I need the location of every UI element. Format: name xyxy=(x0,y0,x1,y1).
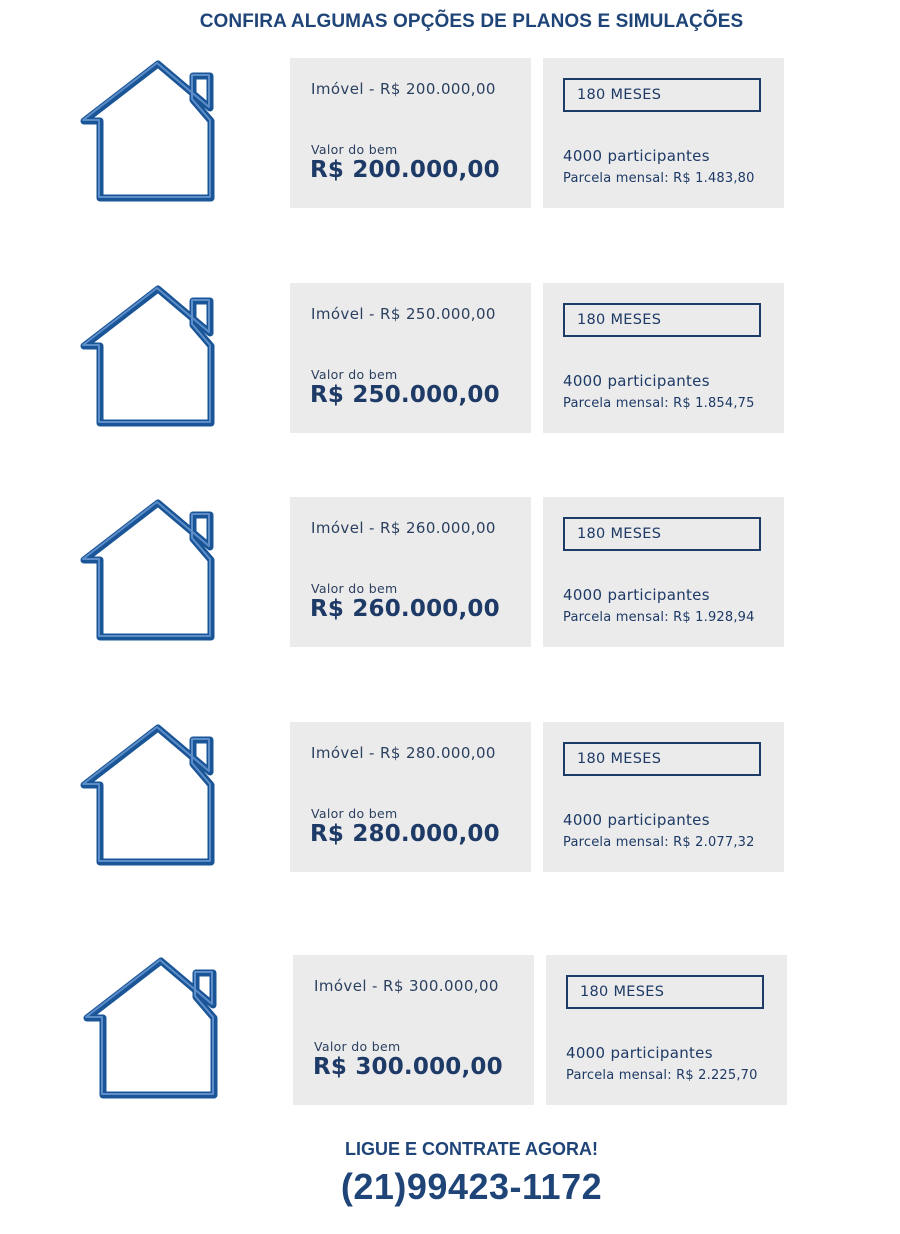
plan-name: Imóvel - R$ 280.000,00 xyxy=(311,744,496,762)
plan-row xyxy=(0,497,900,647)
participants-count: 4000 participantes xyxy=(563,147,710,165)
plan-row xyxy=(3,955,900,1105)
participants-count: 4000 participantes xyxy=(563,372,710,390)
value-label: Valor do bem xyxy=(311,581,398,596)
page-title: CONFIRA ALGUMAS OPÇÕES DE PLANOS E SIMULAÇÕES xyxy=(199,11,744,32)
plan-name: Imóvel - R$ 200.000,00 xyxy=(311,80,496,98)
value-amount: R$ 200.000,00 xyxy=(310,157,500,183)
simulation-card[interactable] xyxy=(543,283,784,433)
term-box[interactable]: 180 MESES xyxy=(563,78,761,112)
house-icon xyxy=(78,722,238,872)
plan-name: Imóvel - R$ 300.000,00 xyxy=(314,977,499,995)
participants-count: 4000 participantes xyxy=(566,1044,713,1062)
value-amount: R$ 250.000,00 xyxy=(310,382,500,408)
monthly-installment: Parcela mensal: R$ 1.854,75 xyxy=(563,396,755,411)
monthly-installment: Parcela mensal: R$ 2.077,32 xyxy=(563,835,755,850)
simulation-card[interactable] xyxy=(543,722,784,872)
plan-row xyxy=(0,283,900,433)
value-label: Valor do bem xyxy=(311,806,398,821)
plan-card[interactable] xyxy=(290,283,531,433)
value-label: Valor do bem xyxy=(311,142,398,157)
value-amount: R$ 300.000,00 xyxy=(313,1054,503,1080)
participants-count: 4000 participantes xyxy=(563,586,710,604)
simulation-card[interactable] xyxy=(546,955,787,1105)
simulation-card[interactable] xyxy=(543,497,784,647)
term-box[interactable]: 180 MESES xyxy=(563,303,761,337)
house-icon xyxy=(78,58,238,208)
monthly-installment: Parcela mensal: R$ 1.928,94 xyxy=(563,610,755,625)
participants-count: 4000 participantes xyxy=(563,811,710,829)
house-icon xyxy=(78,497,238,647)
plan-row xyxy=(0,58,900,208)
value-label: Valor do bem xyxy=(314,1039,401,1054)
simulation-card[interactable] xyxy=(543,58,784,208)
cta-label: LIGUE E CONTRATE AGORA! xyxy=(345,1139,598,1159)
plan-card[interactable] xyxy=(293,955,534,1105)
plan-name: Imóvel - R$ 250.000,00 xyxy=(311,305,496,323)
term-box[interactable]: 180 MESES xyxy=(563,742,761,776)
plan-name: Imóvel - R$ 260.000,00 xyxy=(311,519,496,537)
term-box[interactable]: 180 MESES xyxy=(566,975,764,1009)
value-amount: R$ 260.000,00 xyxy=(310,596,500,622)
value-label: Valor do bem xyxy=(311,367,398,382)
plan-card[interactable] xyxy=(290,722,531,872)
term-box[interactable]: 180 MESES xyxy=(563,517,761,551)
plan-row xyxy=(0,722,900,872)
house-icon xyxy=(78,283,238,433)
plan-card[interactable] xyxy=(290,497,531,647)
value-amount: R$ 280.000,00 xyxy=(310,821,500,847)
monthly-installment: Parcela mensal: R$ 1.483,80 xyxy=(563,171,755,186)
house-icon xyxy=(81,955,241,1105)
monthly-installment: Parcela mensal: R$ 2.225,70 xyxy=(566,1068,758,1083)
plan-card[interactable] xyxy=(290,58,531,208)
phone-number-link[interactable]: (21)99423-1172 xyxy=(340,1166,603,1207)
